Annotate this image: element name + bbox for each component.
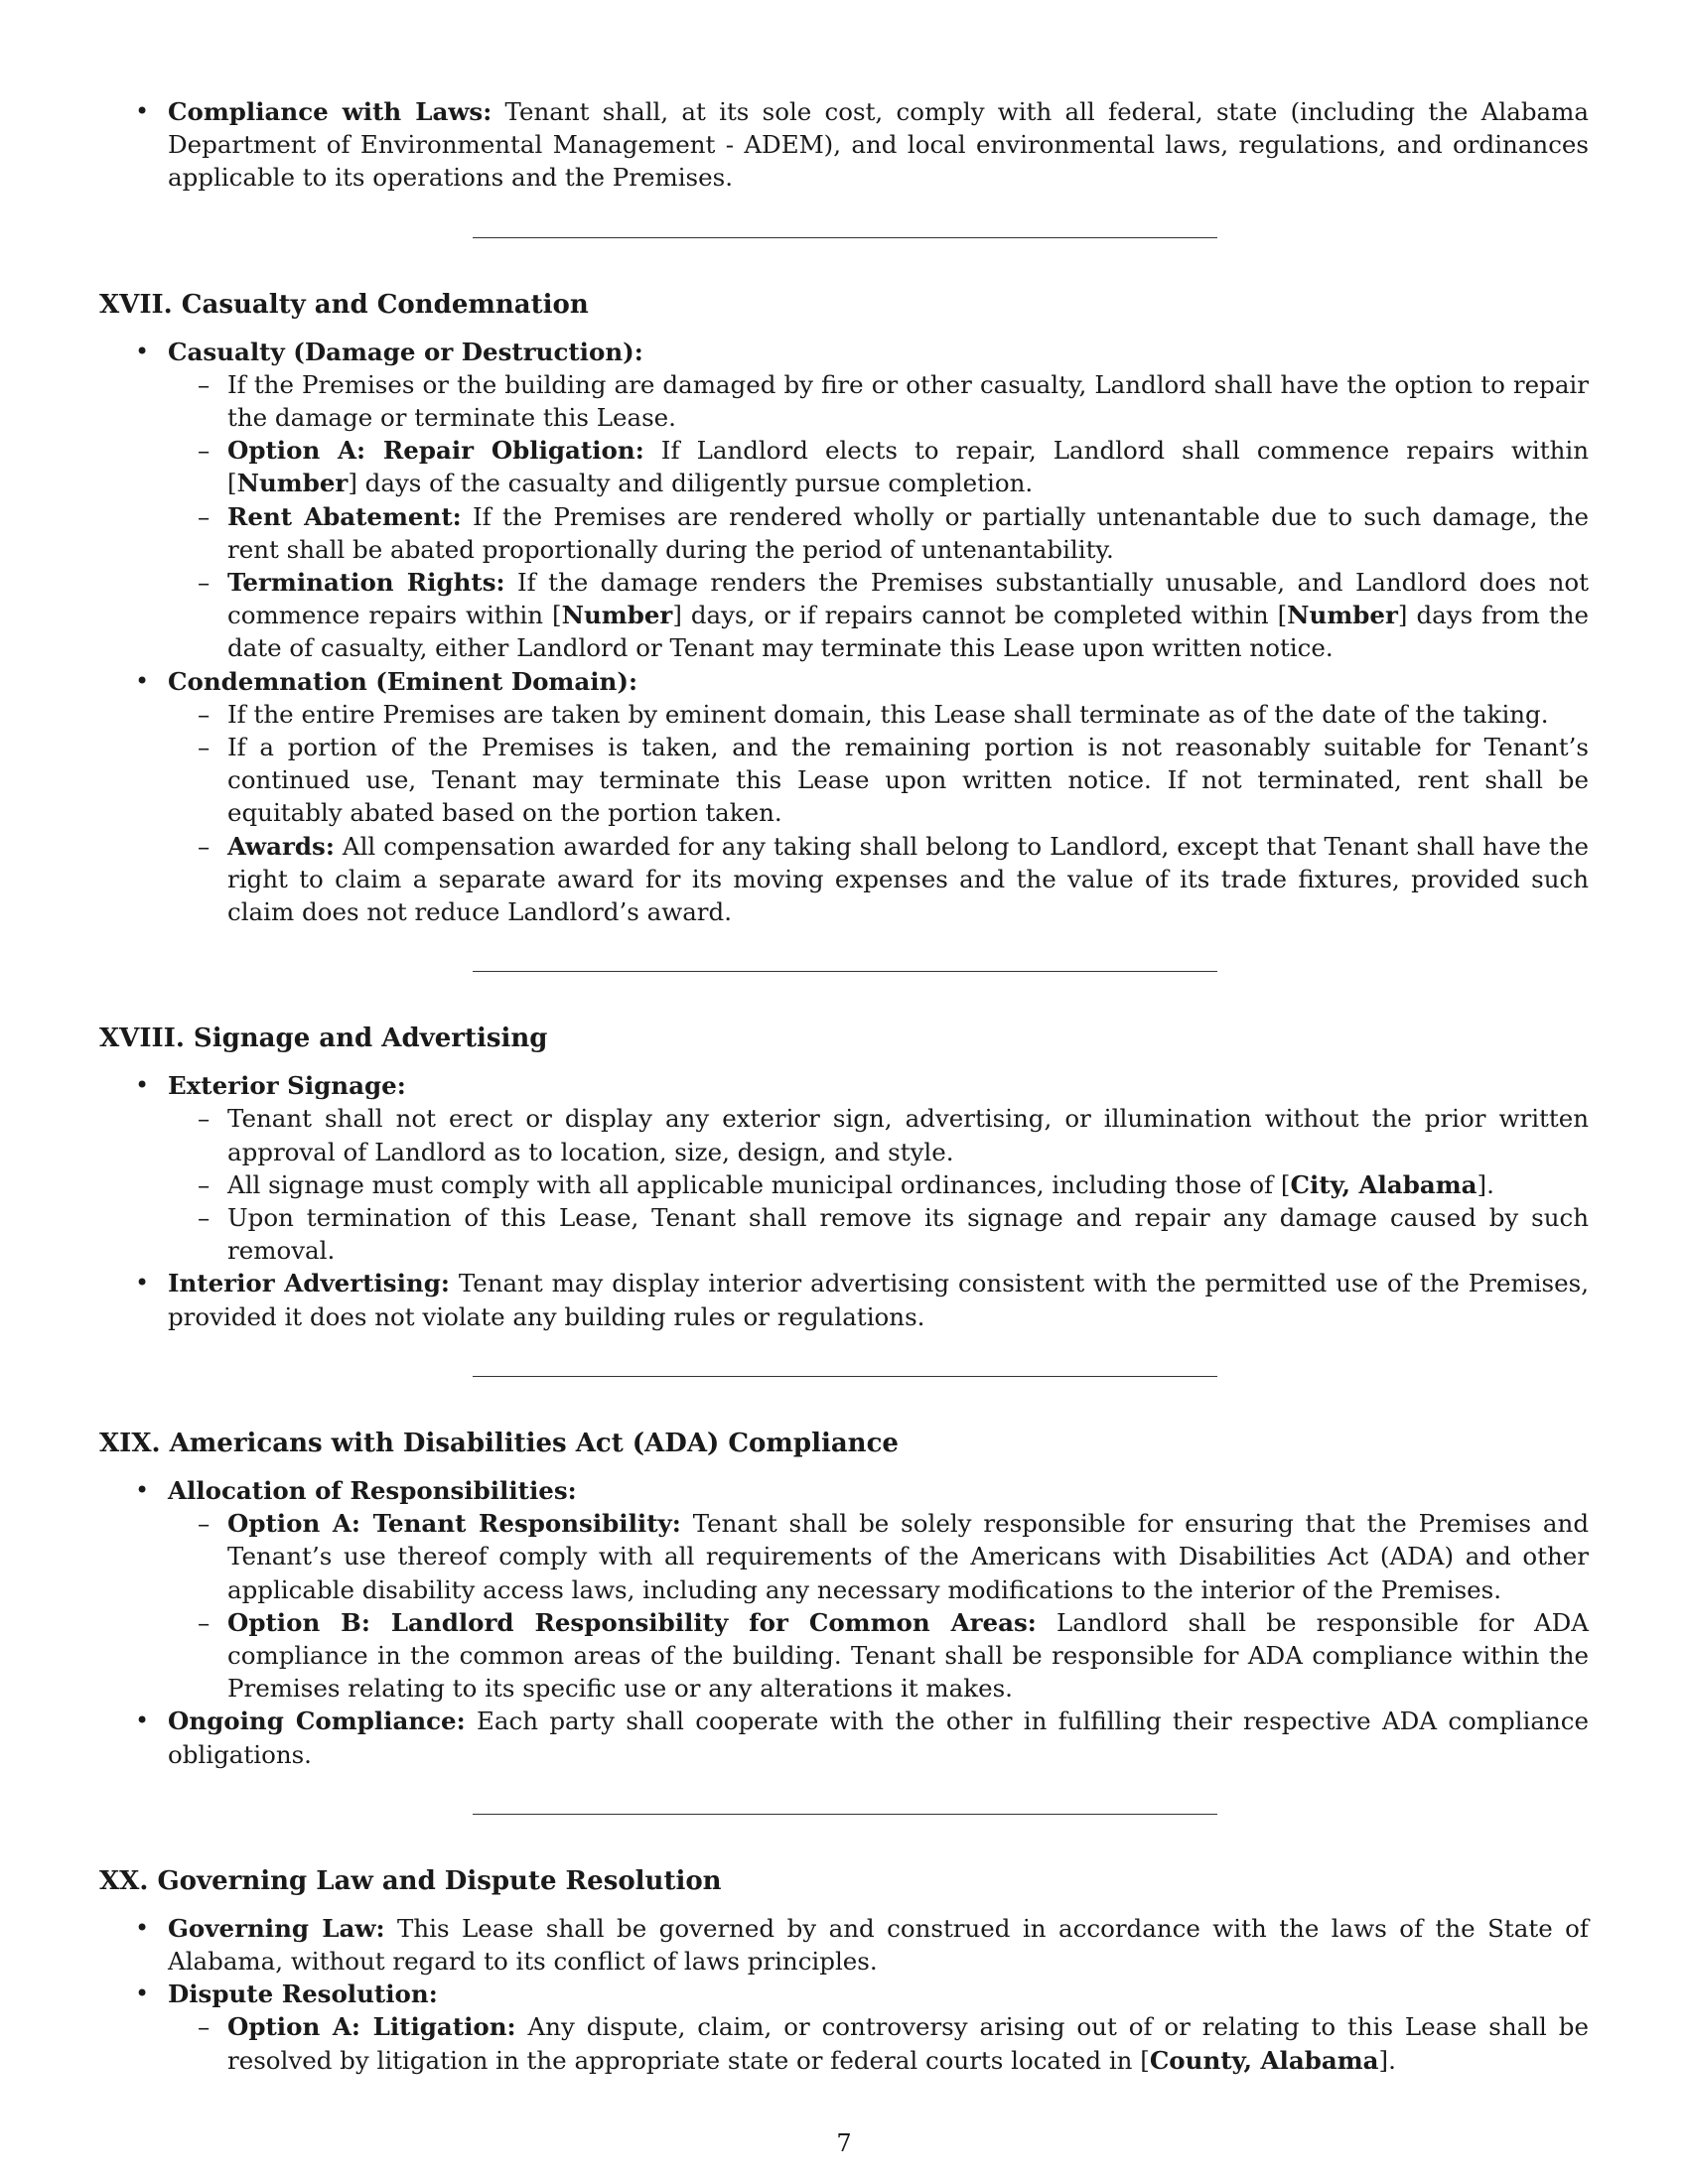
section-title-xix: XIX. Americans with Disabilities Act (ADA) Compliance xyxy=(99,1428,899,1458)
sub-item: – Upon termination of this Lease, Tenant shall remove its signage and repair any damage caused by such removal. xyxy=(168,1201,1589,1267)
sub-item: – Option A: Tenant Responsibility: Tenant shall be solely responsible for ensuring that the Premises and Tenant’s use thereof comply with all requirements of the Americans with Disabilities Act (ADA) and other applicable disability access laws, including any necessary modifications to the interior of the Premises. xyxy=(168,1507,1589,1606)
section-xx-list xyxy=(99,1912,1589,2077)
sub-item: – If the entire Premises are taken by eminent domain, this Lease shall terminate as of the date of the taking. xyxy=(168,698,1589,731)
list-item: • Condemnation (Eminent Domain): – If the entire Premises are taken by eminent domain, this Lease shall terminate as of the date of the taking. – If a portion of the Premises is taken, and the remaining portion is not reasonably suitable for Tenant’s continued use, Tenant may terminate this Lease upon written notice. If not terminated, rent shall be equitably abated based on the portion taken. – Awards: All compensation awarded for any taking shall belong to Landlord, except that Tenant shall have the right to claim a separate award for its moving expenses and the value of its trade fixtures, provided such claim does not reduce Landlord’s award. xyxy=(99,665,1589,929)
section-xvii-list xyxy=(99,336,1589,929)
section-title-xviii: XVIII. Signage and Advertising xyxy=(99,1024,548,1054)
sub-item: – Option A: Litigation: Any dispute, claim, or controversy arising out of or relating to this Lease shall be resolved by litigation in the appropriate state or federal courts located in [County, Alabama]. xyxy=(168,2010,1589,2076)
list-item: • Compliance with Laws: Tenant shall, at its sole cost, comply with all federal, state (including the Alabama Department of Environmental Management - ADEM), and local environmental laws, regulations, and ordinances applicable to its operations and the Premises. xyxy=(99,95,1589,195)
list-item: • Governing Law: This Lease shall be governed by and construed in accordance with the laws of the State of Alabama, without regard to its conflict of laws principles. xyxy=(99,1912,1589,1978)
sub-item: – All signage must comply with all applicable municipal ordinances, including those of [City, Alabama]. xyxy=(168,1168,1589,1201)
sub-item: – If a portion of the Premises is taken, and the remaining portion is not reasonably suitable for Tenant’s continued use, Tenant may terminate this Lease upon written notice. If not terminated, rent shall be equitably abated based on the portion taken. xyxy=(168,731,1589,830)
section-title-xx: XX. Governing Law and Dispute Resolution xyxy=(99,1865,722,1896)
list-item: • Dispute Resolution: – Option A: Litigation: Any dispute, claim, or controversy arising out of or relating to this Lease shall be resolved by litigation in the appropriate state or federal courts located in [County, Alabama]. xyxy=(99,1978,1589,2077)
section-title-xvii: XVII. Casualty and Condemnation xyxy=(99,289,589,320)
sub-item: – Tenant shall not erect or display any exterior sign, advertising, or illumination without the prior written approval of Landlord as to location, size, design, and style. xyxy=(168,1102,1589,1167)
list-item: • Ongoing Compliance: Each party shall cooperate with the other in fulfilling their respective ADA compliance obligations. xyxy=(99,1705,1589,1770)
list-item: • Interior Advertising: Tenant may display interior advertising consistent with the permitted use of the Premises, provided it does not violate any building rules or regulations. xyxy=(99,1267,1589,1332)
list-item: • Allocation of Responsibilities: – Option A: Tenant Responsibility: Tenant shall be solely responsible for ensuring that the Premises and Tenant’s use thereof comply with all requirements of the Americans with Disabilities Act (ADA) and other applicable disability access laws, including any necessary modifications to the interior of the Premises. – Option B: Landlord Responsibility for Common Areas: Landlord shall be responsible for ADA compliance in the common areas of the building. Tenant shall be responsible for ADA compliance within the Premises relating to its specific use or any alterations it makes. xyxy=(99,1474,1589,1705)
list-item: • Casualty (Damage or Destruction): – If the Premises or the building are damaged by fire or other casualty, Landlord shall have the option to repair the damage or terminate this Lease. – Option A: Repair Obligation: If Landlord elects to repair, Landlord shall commence repairs within [Number] days of the casualty and diligently pursue completion. – Rent Abatement: If the Premises are rendered wholly or partially untenantable due to such damage, the rent shall be abated proportionally during the period of untenantability. – Termination Rights: If the damage renders the Premises substantially unusable, and Landlord does not commence repairs within [Number] days, or if repairs cannot be completed within [Number] days from the date of casualty, either Landlord or Tenant may terminate this Lease upon written notice. xyxy=(99,336,1589,665)
sub-item: – Option A: Repair Obligation: If Landlord elects to repair, Landlord shall commence repairs within [Number] days of the casualty and diligently pursue completion. xyxy=(168,434,1589,499)
section-xix-list xyxy=(99,1474,1589,1771)
sub-item: – Rent Abatement: If the Premises are rendered wholly or partially untenantable due to such damage, the rent shall be abated proportionally during the period of untenantability. xyxy=(168,500,1589,566)
sub-item: – Termination Rights: If the damage renders the Premises substantially unusable, and Landlord does not commence repairs within [Number] days, or if repairs cannot be completed within [Number] days from the date of casualty, either Landlord or Tenant may terminate this Lease upon written notice. xyxy=(168,566,1589,665)
sub-item: – Option B: Landlord Responsibility for Common Areas: Landlord shall be responsible for ADA compliance in the common areas of the building. Tenant shall be responsible for ADA compliance within the Premises relating to its specific use or any alterations it makes. xyxy=(168,1606,1589,1706)
sub-item: – If the Premises or the building are damaged by fire or other casualty, Landlord shall have the option to repair the damage or terminate this Lease. xyxy=(168,368,1589,434)
section-xviii-list xyxy=(99,1069,1589,1333)
sub-item: – Awards: All compensation awarded for any taking shall belong to Landlord, except that Tenant shall have the right to claim a separate award for its moving expenses and the value of its trade fixtures, provided such claim does not reduce Landlord’s award. xyxy=(168,830,1589,929)
page-number: 7 xyxy=(836,2129,852,2157)
document-page xyxy=(99,95,1589,2077)
compliance-list xyxy=(99,95,1589,195)
list-item: • Exterior Signage: – Tenant shall not erect or display any exterior sign, advertising, or illumination without the prior written approval of Landlord as to location, size, design, and style. – All signage must comply with all applicable municipal ordinances, including those of [City, Alabama]. – Upon termination of this Lease, Tenant shall remove its signage and repair any damage caused by such removal. xyxy=(99,1069,1589,1267)
